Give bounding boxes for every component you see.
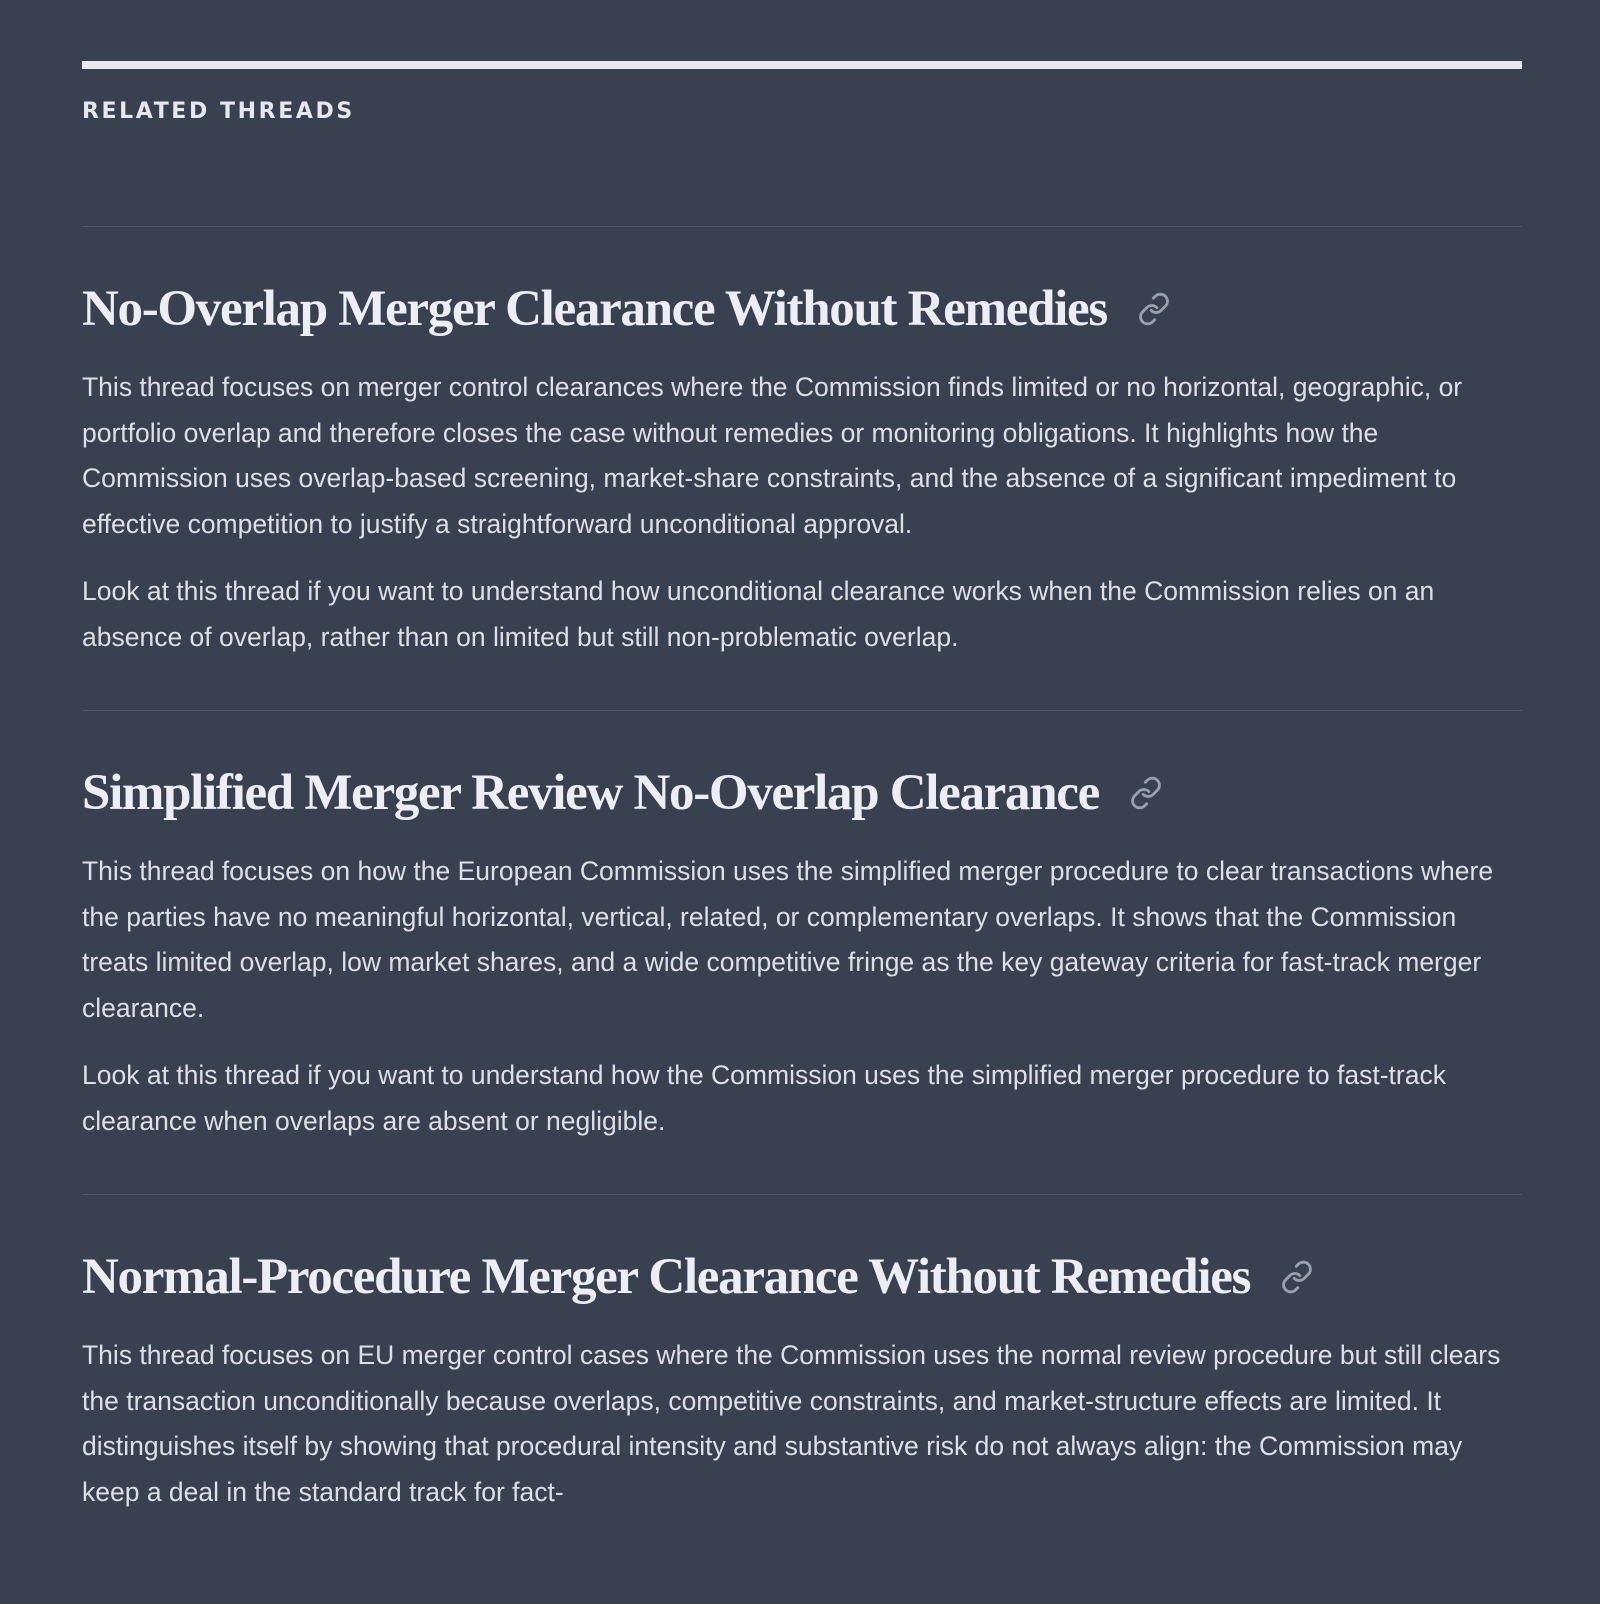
thread-title-link[interactable]: Normal-Procedure Merger Clearance Without Remedies xyxy=(82,1249,1251,1305)
thread-description xyxy=(82,365,1522,660)
thread-summary: This thread focuses on merger control clearances where the Commission finds limited or no horizontal, geographic, or portfolio overlap and therefore closes the case without remedies or monitoring obligations. It highlights how the Commission uses overlap-based screening, market-share constraints, and the absence of a significant impediment to effective competition to justify a straightforward unconditional approval. xyxy=(82,372,1463,539)
thread-description xyxy=(82,1333,1522,1515)
thread-item-1 xyxy=(82,226,1522,710)
related-threads-section xyxy=(82,0,1522,1565)
link-icon[interactable] xyxy=(1137,292,1171,326)
thread-summary: This thread focuses on how the European Commission uses the simplified merger procedure to clear transactions where the parties have no meaningful horizontal, vertical, related, or complementary overlaps. It shows that the Commission treats limited overlap, low market shares, and a wide competitive fringe as the key gateway criteria for fast-track merger clearance. xyxy=(82,856,1494,1023)
thread-header xyxy=(82,277,1522,341)
section-heading: RELATED THREADS xyxy=(82,99,355,124)
thread-list xyxy=(82,226,1522,1565)
thread-description xyxy=(82,849,1522,1144)
thread-title-link[interactable]: No-Overlap Merger Clearance Without Remedies xyxy=(82,281,1107,337)
thread-guidance: Look at this thread if you want to understand how unconditional clearance works when the Commission relies on an absence of overlap, rather than on limited but still non-problematic overlap. xyxy=(82,576,1435,652)
top-divider xyxy=(82,61,1522,69)
thread-guidance: Look at this thread if you want to understand how the Commission uses the simplified merger procedure to fast-track clearance when overlaps are absent or negligible. xyxy=(82,1060,1446,1136)
thread-item-2 xyxy=(82,710,1522,1194)
link-icon[interactable] xyxy=(1129,776,1163,810)
thread-item-3 xyxy=(82,1194,1522,1565)
thread-title-link[interactable]: Simplified Merger Review No-Overlap Clearance xyxy=(82,765,1099,821)
thread-header xyxy=(82,1245,1522,1309)
link-icon[interactable] xyxy=(1280,1260,1314,1294)
thread-summary: This thread focuses on EU merger control cases where the Commission uses the normal review procedure but still clears the transaction unconditionally because overlaps, competitive constraints, and market-structure effects are limited. It distinguishes itself by showing that procedural intensity and substantive risk do not always align: the Commission may keep a deal in the standard track for fact- xyxy=(82,1340,1501,1507)
thread-header xyxy=(82,761,1522,825)
